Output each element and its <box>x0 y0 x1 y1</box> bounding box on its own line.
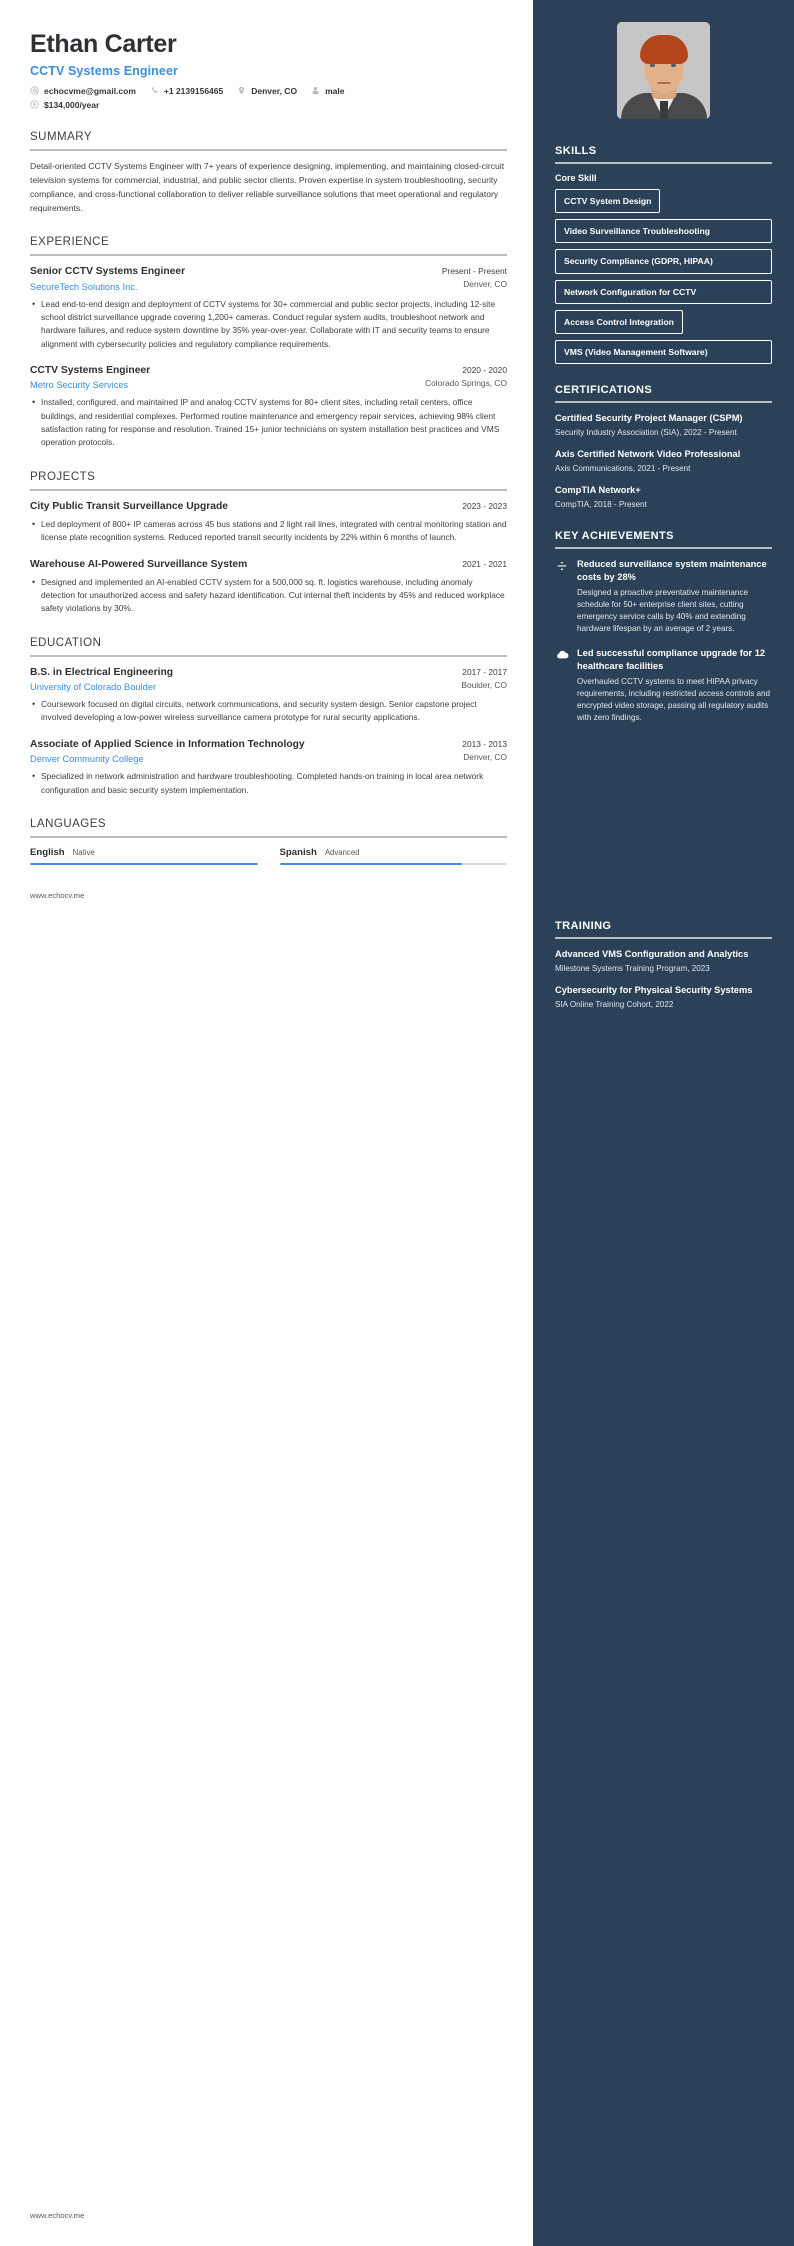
education-bullets <box>30 770 507 797</box>
training-provider: Milestone Systems Training Program, 2023 <box>555 963 710 973</box>
email-icon <box>30 86 39 95</box>
education-degree: Associate of Applied Science in Information Technology <box>30 738 305 750</box>
list-item: • Lead end-to-end design and deployment of CCTV systems for 30+ commercial and public sector projects, including 12-site school district surveillance upgrade covering 1,200+ cameras. Conduct regular system audits, troubleshoot network and hardware failures, and reduce system downtime by 35% year-over-year. Collaborate with IT and security teams to ensure alignment with cybersecurity policies and regulatory compliance requirements. <box>41 298 507 351</box>
language-item <box>30 847 258 866</box>
contact-email[interactable] <box>30 86 136 96</box>
achievement-description: Overhauled CCTV systems to meet HIPAA privacy requirements, including restricted access controls and encrypted video storage, passing all regulatory audits with zero findings. <box>577 677 770 723</box>
certification-item <box>555 412 772 438</box>
certification-issuer: Axis Communications, 2021 - Present <box>555 463 691 473</box>
projects-divider <box>30 489 507 491</box>
experience-heading: EXPERIENCE <box>30 236 110 249</box>
skill-chip: Network Configuration for CCTV <box>555 280 772 304</box>
training-name: Advanced VMS Configuration and Analytics <box>555 949 749 960</box>
section-projects <box>30 471 507 616</box>
training-provider: SIA Online Training Cohort, 2022 <box>555 999 674 1009</box>
education-degree: B.S. in Electrical Engineering <box>30 666 174 678</box>
contact-location <box>237 86 297 96</box>
achievement-item <box>555 647 772 724</box>
experience-divider <box>30 254 507 256</box>
achievement-title: Led successful compliance upgrade for 12 healthcare facilities <box>577 648 766 671</box>
certification-item <box>555 448 772 474</box>
education-heading: EDUCATION <box>30 636 102 649</box>
certification-issuer: Security Industry Association (SIA), 2022 - Present <box>555 427 737 437</box>
project-bullets <box>30 518 507 545</box>
project-date: 2021 - 2021 <box>462 558 507 569</box>
education-bullets <box>30 698 507 725</box>
certification-name: Axis Certified Network Video Professional <box>555 449 741 460</box>
salary-icon <box>30 100 39 109</box>
experience-bullets <box>30 298 507 351</box>
skills-divider <box>555 162 772 164</box>
experience-bullets <box>30 396 507 449</box>
page-title: Ethan Carter <box>30 30 177 58</box>
key-achievements-divider <box>555 547 772 549</box>
experience-item <box>30 265 507 351</box>
project-name: Warehouse AI-Powered Surveillance System <box>30 558 248 570</box>
cloud-icon <box>555 648 569 662</box>
education-school[interactable]: Denver Community College <box>30 754 144 765</box>
summary-text: Detail-oriented CCTV Systems Engineer with 7+ years of experience designing, implementing, and maintaining closed-circuit television systems for commercial, industrial, and public sector clients. Proven expertise in system troubleshooting, security compliance, and cross-functional collaboration to deliver reliable surveillance solutions that meet operational and regulatory requirements. <box>30 160 505 213</box>
project-item <box>30 558 507 616</box>
divide-icon <box>555 559 569 573</box>
contact-details <box>30 86 507 110</box>
project-bullets <box>30 576 507 616</box>
experience-company[interactable]: SecureTech Solutions Inc. <box>30 281 138 292</box>
contact-email-text: echocvme@gmail.com <box>44 85 136 96</box>
section-summary <box>30 131 507 216</box>
language-progress-bar <box>280 863 508 866</box>
certification-item <box>555 484 772 510</box>
footer-url-bottom[interactable]: www.echocv.me <box>30 2211 85 2220</box>
certifications-divider <box>555 401 772 403</box>
list-item: • Designed and implemented an AI-enabled CCTV system for a 500,000 sq. ft. logistics warehouse, including anomaly detection for unauthorized access and safety hazard identification. Cut internal theft incidents by 45% and reduced workplace safety violations by 30%. <box>41 576 507 616</box>
training-item <box>555 984 772 1010</box>
education-location: Boulder, CO <box>461 679 507 690</box>
training-item <box>555 948 772 974</box>
skill-chip: Video Surveillance Troubleshooting <box>555 219 772 243</box>
section-languages <box>30 818 507 866</box>
section-education <box>30 637 507 797</box>
section-experience <box>30 236 507 449</box>
sidebar-section-training <box>555 920 772 1010</box>
achievement-item <box>555 558 772 635</box>
footer-url[interactable]: www.echocv.me <box>30 891 85 901</box>
education-divider <box>30 655 507 657</box>
experience-company[interactable]: Metro Security Services <box>30 380 129 391</box>
skills-heading: SKILLS <box>555 145 597 157</box>
experience-date: 2020 - 2020 <box>462 365 507 376</box>
experience-item <box>30 364 507 450</box>
education-item <box>30 738 507 797</box>
key-achievements-heading: KEY ACHIEVEMENTS <box>555 530 674 543</box>
project-date: 2023 - 2023 <box>462 500 507 511</box>
language-name: English <box>30 846 65 858</box>
achievement-title: Reduced surveillance system maintenance costs by 28% <box>577 559 767 582</box>
certification-issuer: CompTIA, 2018 - Present <box>555 499 647 509</box>
core-skill-label: Core Skill <box>555 173 597 183</box>
contact-phone[interactable] <box>150 86 223 96</box>
sidebar-section-skills <box>555 145 772 364</box>
project-item <box>30 500 507 545</box>
summary-divider <box>30 149 507 151</box>
languages-heading: LANGUAGES <box>30 817 107 830</box>
summary-heading: SUMMARY <box>30 130 93 143</box>
list-item: • Coursework focused on digital circuits, network communications, and security system design. Senior capstone project involved developing a low-power wireless surveillance camera prototype for rural security applications. <box>41 698 507 725</box>
achievement-description: Designed a proactive preventative maintenance schedule for 50+ enterprise client sites, cutting emergency service calls by 40% and extending hardware lifespan by an average of 2 years. <box>577 588 748 634</box>
training-heading: TRAINING <box>555 920 612 933</box>
language-level: Advanced <box>324 847 360 857</box>
contact-line-1 <box>30 86 507 96</box>
phone-icon <box>150 86 159 95</box>
headline: CCTV Systems Engineer <box>30 63 178 78</box>
education-school[interactable]: University of Colorado Boulder <box>30 682 157 693</box>
sidebar-section-key-achievements <box>555 530 772 724</box>
certification-name: CompTIA Network+ <box>555 485 641 496</box>
language-progress-bar <box>30 863 258 866</box>
training-name: Cybersecurity for Physical Security Systems <box>555 985 753 996</box>
contact-location-text: Denver, CO <box>251 85 298 96</box>
contact-phone-text: +1 2139156465 <box>163 85 224 96</box>
languages-divider <box>30 836 507 838</box>
contact-salary <box>30 100 99 110</box>
skill-chip: VMS (Video Management Software) <box>555 340 772 364</box>
experience-location: Colorado Springs, CO <box>425 378 507 389</box>
education-date: 2013 - 2013 <box>462 738 507 749</box>
education-item <box>30 666 507 725</box>
resume-sidebar <box>533 0 794 2246</box>
contact-gender-text: male <box>325 85 345 96</box>
certification-name: Certified Security Project Manager (CSPM) <box>555 413 743 424</box>
person-icon <box>311 86 320 95</box>
location-icon <box>237 86 246 95</box>
language-item <box>280 847 508 866</box>
experience-date: Present - Present <box>441 266 507 277</box>
skill-chip: CCTV System Design <box>555 189 660 213</box>
training-divider <box>555 937 772 939</box>
experience-role: CCTV Systems Engineer <box>30 365 151 377</box>
skill-chip: Access Control Integration <box>555 310 683 334</box>
skill-chip-list <box>555 189 772 364</box>
language-level: Native <box>72 847 95 857</box>
avatar <box>617 22 710 119</box>
list-item: • Installed, configured, and maintained IP and analog CCTV systems for 80+ client sites, including retail centers, office buildings, and residential complexes. Performed routine maintenance and emergency repair services, achieving 98% client satisfaction rating for response and resolution. Trained 15+ junior technicians on system installation best practices and VMS operation protocols. <box>41 396 507 449</box>
list-item: • Led deployment of 800+ IP cameras across 45 bus stations and 2 light rail lines, integrated with central monitoring station and license plate recognition systems. Reduced reported transit security incidents by 22% within 6 months of launch. <box>41 518 507 545</box>
contact-gender <box>311 86 344 96</box>
skill-chip: Security Compliance (GDPR, HIPAA) <box>555 249 772 273</box>
contact-line-2 <box>30 100 507 110</box>
education-location: Denver, CO <box>463 751 507 762</box>
experience-location: Denver, CO <box>463 279 507 290</box>
projects-heading: PROJECTS <box>30 470 96 483</box>
education-date: 2017 - 2017 <box>462 666 507 677</box>
language-name: Spanish <box>279 846 317 858</box>
contact-salary-text: $134,000/year <box>44 99 100 110</box>
experience-role: Senior CCTV Systems Engineer <box>30 266 186 278</box>
sidebar-section-certifications <box>555 384 772 510</box>
project-name: City Public Transit Surveillance Upgrade <box>30 500 228 512</box>
list-item: • Specialized in network administration and hardware troubleshooting. Completed hands-on training in local area network configuration and basic security system implementation. <box>41 770 507 797</box>
avatar-wrap <box>555 22 772 119</box>
certifications-heading: CERTIFICATIONS <box>555 384 653 397</box>
